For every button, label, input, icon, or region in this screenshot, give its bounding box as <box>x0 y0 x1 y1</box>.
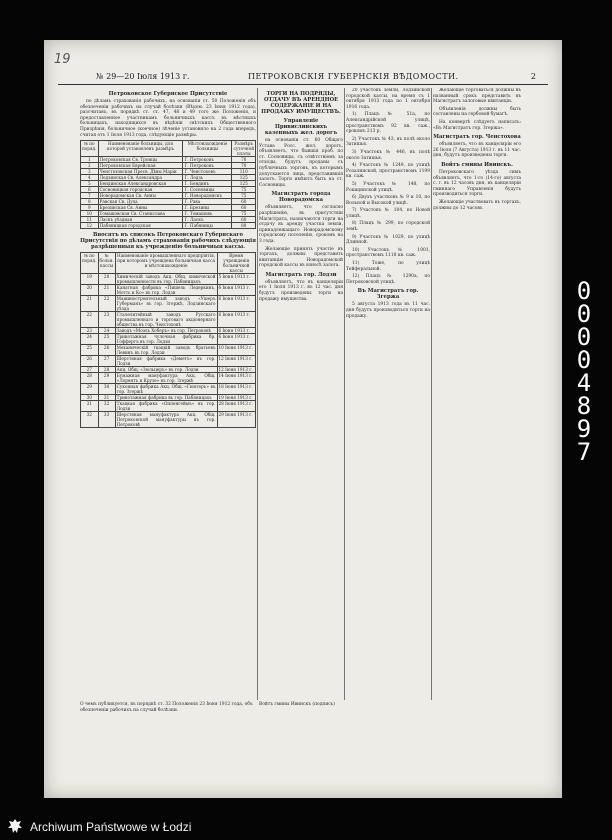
table-cell: 10 <box>81 211 99 217</box>
newspaper-title: ПЕТРОКОВСКІЯ ГУБЕРНСКІЯ ВѢДОМОСТИ. <box>248 72 459 81</box>
column-divider <box>257 88 258 700</box>
table-cell: Г. Томашовъ <box>183 211 232 217</box>
table-cell: 21 <box>98 285 115 296</box>
table-cell: Г. Ласкъ <box>183 217 232 223</box>
table-cell: Механическій ткацкій заводъ братьевъ Левинъ въ гор. Лодзи <box>116 345 216 356</box>
table-cell: Химическій заводъ Акц. Общ. химической промышленности въ гор. Пабяницахъ <box>116 274 216 285</box>
column-4-subtitle: Магистратъ гор. Ченстохова <box>433 134 521 141</box>
column-4-paragraph: Желающіе торговаться должны въ названный срокъ представить въ Магистратъ залоговые квитанціи. <box>433 88 521 105</box>
list-item: 12) Плацъ № 1290а, по Петроковской улицѣ. <box>346 274 430 285</box>
table-cell: 60 <box>232 217 256 223</box>
table-cell: 125 <box>232 181 256 187</box>
column-2-paragraph: объявляетъ, что въ канцеляріи его 1 Іюля 1913 г. въ 12 час. дня будутъ произведены торги на продажу имущества. <box>259 279 343 302</box>
table-cell: 20 <box>98 274 115 285</box>
table-cell: Шерстяная мануфактура Акц. Общ. Петроковской мануфактуры въ гор. Петроковѣ <box>116 412 216 428</box>
table-cell: 9 <box>81 205 99 211</box>
column-1 <box>80 88 256 700</box>
table-cell: Акц. Общ. «Зюльцеръ» въ гор. Лодзи <box>115 367 217 373</box>
page-number: 2 <box>530 72 536 81</box>
table-cell: 125 <box>232 175 256 181</box>
table-cell: Г. Петроковъ <box>183 157 232 163</box>
handwritten-page-number: 19 <box>54 52 71 67</box>
table-cell: Равская Св. Духа <box>98 199 183 205</box>
table-cell: 29 Іюня 1913 г. <box>217 412 256 428</box>
table-row <box>81 312 256 328</box>
list-item: 9) Участокъ № 1029, по улицѣ Длинной. <box>346 234 430 246</box>
page-header <box>58 72 548 84</box>
archive-name: Archiwum Państwowe w Łodzi <box>30 820 192 834</box>
table-cell: 5 Іюня 1913 г. <box>217 274 256 285</box>
table-cell: 31 <box>98 395 115 401</box>
table-cell: 21 <box>81 296 99 312</box>
bottom-note: Войтъ гмины Ивинскъ (подпись) <box>259 702 335 707</box>
table-cell: Г. Бендинъ <box>183 181 232 187</box>
table-cell: Сталелитейный заводъ Русскаго промышленнаго и торговаго акціонернаго общества въ гор. Ченстоховѣ <box>116 312 216 328</box>
list-item: 1) Плацъ № 51а, по Александрійской улицѣ, пространствомъ 92 кв. саж., срокомъ 213 р. <box>346 112 430 135</box>
table-cell: 12 <box>81 223 99 229</box>
sick-funds-table <box>80 252 256 428</box>
table-row <box>81 412 256 428</box>
table-cell: 19 <box>81 274 99 285</box>
table-cell: 11 <box>81 217 99 223</box>
column-1-footnote: О чемъ публикуется, въ порядкѣ ст. 32 Положенія 23 Іюня 1912 года, объ обезпеченіи рабочихъ на случай болѣзни. <box>80 702 253 713</box>
table-row <box>81 223 256 229</box>
table-cell: 70 <box>232 163 256 169</box>
table-cell: Суконная фабрика Акц. Общ. «Гюнтеръ» въ гор. Згержѣ <box>116 384 216 395</box>
column-1-title: Петроковское Губернское Присутствіе <box>108 91 228 97</box>
table-row <box>81 367 256 373</box>
table-cell: 6 Іюня 1913 г. <box>217 328 256 334</box>
table-cell: Пабяницкая городская <box>98 223 183 229</box>
table-cell: Трикотажная фабрика въ гор. Пабяницахъ <box>115 395 217 401</box>
column-2-paragraph: объявляетъ, что согласно разрѣшенію, въ присутствіи Магистрата, назначаются торги на отдачу въ аренду участка земли, принадлежащаго Новорадомскому городскому поселенію, срокомъ на 3 года. <box>259 205 343 244</box>
table-header-cell: Размѣръ суточной платы <box>233 141 255 157</box>
table-cell: 31 <box>81 401 99 412</box>
table-cell: 32 <box>81 412 99 428</box>
table-cell: Заводъ «Моэль Хоберъ» въ гор. Петроковѣ <box>115 328 217 334</box>
table-row <box>81 356 256 367</box>
header-rule <box>58 84 548 85</box>
table-cell: 6 Іюня 1913 г. <box>217 285 256 296</box>
table-cell: Брезинская Св. Анны <box>98 205 183 211</box>
table-header-cell: № больн. кассы <box>98 253 115 274</box>
column-4 <box>433 88 521 700</box>
column-2-subtitle: Управленіе Привислинскихъ казенныхъ жел. дорогъ <box>264 118 338 136</box>
table-cell: Г. Петроковъ <box>183 163 232 169</box>
list-item: 11) Тоже, по улицѣ Тейферальной. <box>346 261 430 272</box>
stamp-digit: 0 <box>576 300 592 328</box>
table-cell: 29 <box>81 384 99 395</box>
column-3 <box>346 88 430 700</box>
eagle-logo-icon <box>6 817 24 835</box>
column-4-paragraph: объявляетъ, что въ канцеляріи его 26 Іюля (7 Августа) 1913 г. въ 11 час. дня, будутъ произведены торги. <box>433 142 521 159</box>
column-3-subtitle: Въ Магистратъ гор. Згержа <box>357 288 419 301</box>
table-cell: Г. Лодзь <box>183 175 232 181</box>
table-cell: 60 <box>232 205 256 211</box>
column-3-paragraph: 20 участокъ земли, Лодзинской городской кассы, на время съ 1 октября 1913 года по 1 октября 1916 года. <box>346 88 430 110</box>
table-header-cell: Время учрежденія больничной кассы <box>217 253 256 274</box>
table-cell: 29 <box>98 373 115 384</box>
table-cell: 12 Іюня 1913 г. <box>217 367 256 373</box>
table-cell: Ласкъ уѣздная <box>98 217 183 223</box>
table-header-cell: № по поряд. <box>81 253 99 274</box>
table-cell: Новорадомская Св. Анны <box>98 193 183 199</box>
stamp-digit: 4 <box>576 369 592 397</box>
table-row <box>81 373 256 384</box>
list-item: 6) Двухъ участковъ № 9 и 10, по Вольной и Высокой улицѣ. <box>346 195 430 206</box>
table-cell: 75 <box>232 211 256 217</box>
table-cell: Ченстоховская Пресв. Дѣвы Маріи <box>98 169 183 175</box>
table-cell: 80 <box>232 223 256 229</box>
table-cell: 33 <box>98 412 115 428</box>
table-cell: 27 <box>98 356 115 367</box>
column-1-mid-title: Вносятъ въ списокъ Петроковскаго Губернскаго Присутствія по дѣламъ страхованія рабочихъ слѣдующія разрѣшенныя къ учрежденію больничныя кассы. <box>80 232 256 251</box>
table-cell: Петроковская Еврейская <box>98 163 183 169</box>
table-cell: Канатная фабрика «Пишель Ледеркинъ, Мотть и Ко» въ гор. Лодзи <box>116 285 216 296</box>
table-cell: 26 <box>81 356 99 367</box>
table-cell: Г. Ченстоховъ <box>183 169 232 175</box>
hospital-rates-table <box>80 140 256 229</box>
column-3-paragraph: 5 августа 1913 года въ 11 час. дня будутъ производиться торги на продажу. <box>346 302 430 319</box>
table-cell: 12 Іюня 1913 г. <box>217 356 256 367</box>
table-row <box>81 384 256 395</box>
table-cell: 24 <box>98 328 115 334</box>
table-cell: Шерстяная фабрика «Деметъ» въ гор. Лодзи <box>116 356 216 367</box>
list-item: 2) Участокъ № 43, въ полѣ около Затишья. <box>346 136 430 148</box>
column-2-paragraph: на основаніи ст. 60 Общаго Устава Росс. жел. дорогъ, объявляетъ, что бывшія проб. по ст. Сосновицы, съ отвѣтствіемъ за отходы, будутъ проданы съ публичныхъ торговъ, къ которымъ допускаются лица, представившія залогъ. Торги имѣютъ быть на ст. Сосновицы. <box>259 138 343 188</box>
table-cell: 32 <box>98 401 115 412</box>
table-cell: 6 Іюня 1913 г. <box>217 296 256 312</box>
table-header-cell: № по поряд. <box>81 141 99 157</box>
column-2-paragraph: Желающіе принять участіе въ торгахъ, должны представить квитанцію Новорадомской городской кассы въ взносѣ залога. <box>259 246 343 269</box>
column-3-list <box>346 112 430 285</box>
table-header-cell: Наименованіе промышленнаго предпріятія, при которомъ учреждена больничная касса и мѣстонахожденіе <box>115 253 217 274</box>
column-4-paragraph: На конвертѣ слѣдуетъ написать: «Въ Магистратъ гор. Згержа». <box>433 119 521 131</box>
stamp-digit: 9 <box>576 415 592 443</box>
table-cell: 25 <box>98 334 115 345</box>
table-cell: 23 <box>81 328 99 334</box>
table-cell: Бендинская Александровская <box>98 181 183 187</box>
table-cell: Г. Пабяницы <box>183 223 232 229</box>
table-cell: 28 <box>98 367 115 373</box>
table-cell: 2 <box>81 163 99 169</box>
table-cell: Сосновицкая городская <box>98 187 183 193</box>
hospital-rates-body <box>81 157 256 229</box>
stamp-digit: 8 <box>576 392 592 420</box>
column-4-paragraph: Объявленія должны быть составлены на гербовой бумагѣ. <box>433 106 521 118</box>
table-row <box>81 334 256 345</box>
table-row <box>81 401 256 412</box>
table-row <box>81 345 256 356</box>
table-row <box>81 285 256 296</box>
column-2-title: ТОРГИ НА ПОДРЯДЫ, ОТДАЧУ ВЪ АРЕНДНОЕ СОДЕРЖАНІЕ И НА ПРОДАЖУ ИМУЩЕСТВЪ. <box>261 91 341 115</box>
column-divider <box>344 88 345 700</box>
table-cell: 7 <box>81 193 99 199</box>
table-row <box>81 328 256 334</box>
table-cell: 14 Іюня 1913 г. <box>217 373 256 384</box>
stamp-digit: 7 <box>576 438 592 466</box>
table-cell: 75 <box>232 193 256 199</box>
column-divider <box>431 88 432 700</box>
list-item: 8) Плацъ № 299, по городской земѣ. <box>346 221 430 233</box>
table-cell: 19 Іюня 1913 г. <box>217 395 256 401</box>
table-cell: 24 <box>81 334 99 345</box>
table-cell: 28 Іюня 1913 г. <box>217 401 256 412</box>
stamp-digit: 0 <box>576 277 592 305</box>
table-header-cell: Наименованіе больницы, для которой установленъ размѣръ <box>98 141 183 157</box>
table-cell: Бумажная мануфактура Акц. Общ. «Лорентъ и Крузе» въ гор. Згержѣ <box>116 373 216 384</box>
table-cell: 20 <box>81 285 99 296</box>
table-cell: 1 <box>81 157 99 163</box>
table-cell: Трикотажная чулочная фабрика бр. Гоффертъ въ гор. Лодзи <box>116 334 216 345</box>
table-cell: 75 <box>232 187 256 193</box>
archive-number-stamp <box>567 277 601 466</box>
list-item: 10) Участокъ № 1001, пространствомъ 1118 кв. саж. <box>346 247 430 259</box>
table-cell: Г. Рава <box>183 199 232 205</box>
column-4-paragraph: Петроковскаго уѣзда симъ объявляетъ, что 1-го (14-го) августа с. г. въ 12 часовъ дня, въ канцеляріи гминнаго Управленія будутъ производиться торги. <box>433 169 521 198</box>
table-cell: 26 <box>98 345 115 356</box>
column-2-subtitle: Магистратъ гор. Лодзи <box>265 271 337 278</box>
table-cell: 6 Іюня 1913 г. <box>217 334 256 345</box>
table-cell: Г. Новорадомскъ <box>183 193 232 199</box>
stamp-digit: 0 <box>576 346 592 374</box>
table-cell: 28 <box>81 373 99 384</box>
archive-footer <box>0 814 612 840</box>
table-cell: 6 Іюня 1913 г. <box>217 312 256 328</box>
table-row <box>81 395 256 401</box>
table-cell: 5 <box>81 181 99 187</box>
table-cell: Г. Сосновицы <box>183 187 232 193</box>
table-cell: 23 <box>98 312 115 328</box>
list-item: 7) Участокъ № 104, по Новой улицѣ. <box>346 208 430 219</box>
stamp-digit: 0 <box>576 323 592 351</box>
table-cell: Ткацкая фабрика «Оппенгеймъ» въ гор. Лодзи <box>116 401 216 412</box>
column-4-subtitle: Войтъ гмины Ивинскъ. <box>441 161 513 168</box>
list-item: 5) Участокъ № 148, по Рокицинской улицѣ. <box>346 181 430 193</box>
table-cell: 4 <box>81 175 99 181</box>
table-cell: Лодзинская Св. Александра <box>98 175 183 181</box>
column-2-subtitle: Магистратъ города Новорадомска <box>271 191 331 204</box>
table-cell: Г. Брезины <box>183 205 232 211</box>
table-cell: 6 <box>81 187 99 193</box>
column-4-paragraph: Желающіе участвовать въ торгахъ, должны до 12 часовъ <box>433 199 521 211</box>
table-header-cell: Мѣстонахожденіе больницы <box>183 141 232 157</box>
table-row <box>81 274 256 285</box>
table-cell: 22 <box>81 312 99 328</box>
table-cell: 18 Іюня 1913 г. <box>217 384 256 395</box>
table-cell: 110 <box>232 169 256 175</box>
table-cell: 3 <box>81 169 99 175</box>
table-cell: Петроковская Св. Троицы <box>98 157 183 163</box>
table-cell: Томашовская Св. Станислава <box>98 211 183 217</box>
table-cell: 60 <box>232 199 256 205</box>
table-cell: 10 Іюня 1913 г. <box>217 345 256 356</box>
table-cell: 30 <box>98 384 115 395</box>
table-cell: 22 <box>98 296 115 312</box>
table-cell: 30 <box>81 395 99 401</box>
table-cell: 8 <box>81 199 99 205</box>
column-1-intro: по дѣламъ страхованія рабочихъ, на основаніи ст. 50 Положенія объ обезпеченіи рабочихъ на случай болѣзни (Вѣдом. 23 Іюня 1912 года), разсчитавъ, въ порядкѣ ст. ст. 47, 48 и 49 того же Положенія, и предоставленное участникамъ больничныхъ кассъ въ мѣстныхъ больницахъ, находящихся въ вѣдѣніи свѣтскихъ Общественного Призрѣнія, больничное (коечное) лѣченіе установило на 2 года впередъ, считая отъ 1 Іюля 1913 года, слѣдующіе размѣры. <box>80 99 256 138</box>
list-item: 4) Участокъ № 1249, по улицѣ Розалинской, пространствомъ 1199 кв. саж. <box>346 163 430 180</box>
issue-number: № 29—20 Іюля 1913 г. <box>96 72 190 81</box>
table-cell: Машиностроительный заводъ «Ушеръ Губерманъ» въ гор. Згержѣ, Лодзинскаго уѣзда <box>116 296 216 312</box>
column-2 <box>259 88 343 700</box>
table-header-row <box>81 141 256 157</box>
sick-funds-body <box>81 274 256 428</box>
table-cell: 27 <box>81 367 99 373</box>
table-cell: 25 <box>81 345 99 356</box>
list-item: 3) Участокъ № 446, въ полѣ около Затишья. <box>346 149 430 161</box>
table-header-row <box>81 253 256 274</box>
table-cell: 70 <box>232 157 256 163</box>
table-row <box>81 296 256 312</box>
